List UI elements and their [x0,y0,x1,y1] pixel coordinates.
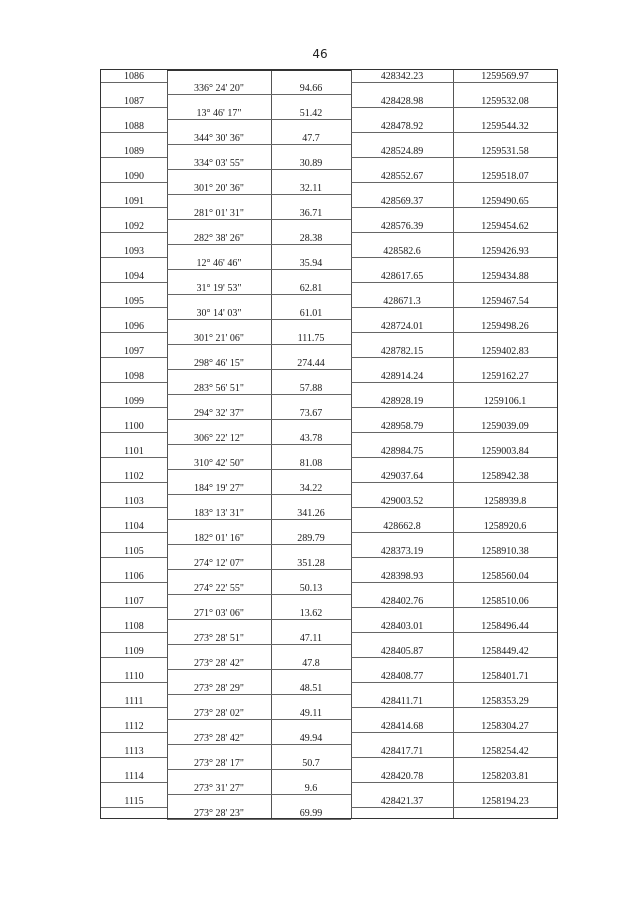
table-row [101,270,557,295]
distance-cell: 48.51 [299,683,323,694]
bearing-cell: 301° 21' 06" [194,333,244,344]
northing-cell: 1259498.26 [481,321,529,332]
bearing-cell: 273° 28' 23" [194,808,244,819]
cell-underline [101,732,167,733]
distance-cell: 47.7 [302,133,320,144]
distance-cell: 28.38 [299,233,323,244]
easting-cell: 428582.6 [383,246,421,257]
cell-underline [351,207,557,208]
point-number-cell: 1102 [124,471,144,482]
cell-underline [101,507,167,508]
point-number-cell: 1100 [124,421,144,432]
point-number-cell: 1090 [124,171,144,182]
distance-cell: 111.75 [297,333,325,344]
bearing-cell: 336° 24' 20" [194,83,244,94]
bearing-cell: 283° 56' 51" [194,383,244,394]
easting-cell: 428417.71 [380,746,424,757]
bearing-cell: 13° 46' 17" [196,108,242,119]
northing-cell: 1259454.62 [481,221,529,232]
northing-cell: 1258353.29 [481,696,529,707]
northing-cell: 1258203.81 [481,771,529,782]
point-number-cell: 1105 [124,546,144,557]
distance-cell: 81.08 [299,458,323,469]
bearing-cell: 271° 03' 06" [194,608,244,619]
northing-cell: 1259434.88 [481,271,529,282]
distance-cell: 61.01 [299,308,323,319]
cell-underline [351,182,557,183]
northing-cell: 1258194.23 [481,796,529,807]
point-number-cell: 1095 [124,296,144,307]
point-number-cell: 1107 [124,596,144,607]
easting-cell: 428552.67 [380,171,424,182]
northing-cell: 1259467.54 [481,296,529,307]
cell-underline [101,157,167,158]
table-row [101,145,557,170]
distance-cell: 62.81 [299,283,323,294]
point-number-cell: 1112 [124,721,144,732]
point-number-cell: 1087 [124,96,144,107]
cell-underline [101,807,167,808]
bearing-cell: 183° 13' 31" [194,508,244,519]
point-number-cell: 1089 [124,146,144,157]
distance-cell: 50.7 [302,758,320,769]
cell-underline [351,132,557,133]
distance-cell: 351.28 [297,558,325,569]
easting-cell: 428478.92 [380,121,424,132]
easting-cell: 428420.78 [380,771,424,782]
easting-cell: 428524.89 [380,146,424,157]
cell-underline [101,632,167,633]
northing-cell: 1259402.83 [481,346,529,357]
bearing-cell: 273° 28' 02" [194,708,244,719]
cell-underline [101,257,167,258]
cell-underline [101,457,167,458]
distance-cell: 43.78 [299,433,323,444]
cell-underline [351,257,557,258]
northing-cell: 1259106.1 [483,396,527,407]
northing-cell: 1259162.27 [481,371,529,382]
bearing-cell: 273° 28' 17" [194,758,244,769]
northing-cell: 1258510.06 [481,596,529,607]
point-number-cell: 1115 [124,796,144,807]
point-number-cell: 1110 [124,671,144,682]
bearing-cell: 273° 28' 29" [194,683,244,694]
bearing-cell: 282° 38' 26" [194,233,244,244]
table-row [101,695,557,720]
cell-underline [101,82,167,83]
cell-underline [351,382,557,383]
northing-cell: 1259544.32 [481,121,529,132]
bearing-cell: 298° 46' 15" [194,358,244,369]
northing-cell: 1258254.42 [481,746,529,757]
easting-cell: 428403.01 [380,621,424,632]
distance-cell: 69.99 [299,808,323,819]
distance-cell: 49.94 [299,733,323,744]
bearing-cell: 184° 19' 27" [194,483,244,494]
cell-underline [351,807,557,808]
bearing-cell: 301° 20' 36" [194,183,244,194]
cell-underline [351,757,557,758]
easting-cell: 428421.37 [380,796,424,807]
northing-cell: 1259039.09 [481,421,529,432]
cell-underline [351,432,557,433]
easting-cell: 428342.23 [380,71,424,82]
cell-underline [101,132,167,133]
northing-cell: 1258560.04 [481,571,529,582]
cell-underline [101,407,167,408]
table-row [101,720,557,745]
cell-underline [101,207,167,208]
easting-cell: 428782.15 [380,346,424,357]
table-row [101,395,557,420]
cell-underline [101,557,167,558]
table-row [101,495,557,520]
northing-cell: 1259531.58 [481,146,529,157]
distance-cell: 341.26 [297,508,325,519]
point-number-cell: 1104 [124,521,144,532]
northing-cell: 1258939.8 [483,496,527,507]
point-number-cell: 1091 [124,196,144,207]
easting-cell: 428569.37 [380,196,424,207]
easting-cell: 428662.8 [383,521,421,532]
distance-cell: 47.11 [299,633,323,644]
cell-underline [101,757,167,758]
bearing-cell: 274° 12' 07" [194,558,244,569]
easting-cell: 428411.71 [380,696,424,707]
distance-cell: 32.11 [299,183,323,194]
bearing-cell: 12° 46' 46" [196,258,242,269]
cell-underline [101,232,167,233]
northing-cell: 1258401.71 [481,671,529,682]
bearing-cell: 334° 03' 55" [194,158,244,169]
bearing-cell: 344° 30' 36" [194,133,244,144]
point-number-cell: 1088 [124,121,144,132]
point-number-cell: 1086 [124,71,144,82]
distance-cell: 94.66 [299,83,323,94]
cell-underline [351,632,557,633]
table-row [101,620,557,645]
cell-underline [351,157,557,158]
northing-cell: 1259569.97 [481,71,529,82]
point-number-cell: 1108 [124,621,144,632]
cell-underline [101,282,167,283]
northing-cell: 1259490.65 [481,196,529,207]
northing-cell: 1259518.07 [481,171,529,182]
distance-cell: 274.44 [297,358,325,369]
distance-cell: 35.94 [299,258,323,269]
northing-cell: 1259003.84 [481,446,529,457]
table-row [101,670,557,695]
northing-cell: 1259532.08 [481,96,529,107]
easting-cell: 428414.68 [380,721,424,732]
northing-cell: 1258496.44 [481,621,529,632]
cell-underline [101,657,167,658]
bearing-cell: 273° 28' 51" [194,633,244,644]
table-row [101,520,557,545]
bearing-cell: 306° 22' 12" [194,433,244,444]
cell-underline [351,407,557,408]
cell-underline [351,607,557,608]
table-row [101,345,557,370]
survey-coordinates-table [100,69,558,819]
point-number-cell: 1099 [124,396,144,407]
table-row [101,595,557,620]
table-row [101,420,557,445]
point-number-cell: 1111 [124,696,144,707]
table-row [101,370,557,395]
cell-underline [351,732,557,733]
bearing-cell: 274° 22' 55" [194,583,244,594]
cell-underline [351,707,557,708]
table-row [101,70,557,95]
table-row [101,570,557,595]
distance-cell: 51.42 [299,108,323,119]
easting-cell: 428428.98 [380,96,424,107]
cell-underline [351,232,557,233]
bearing-cell: 273° 28' 42" [194,733,244,744]
distance-cell: 49.11 [299,708,323,719]
distance-cell: 73.67 [299,408,323,419]
point-number-cell: 1092 [124,221,144,232]
easting-cell: 428984.75 [380,446,424,457]
distance-cell: 57.88 [299,383,323,394]
point-number-cell: 1103 [124,496,144,507]
distance-cell: 289.79 [297,533,325,544]
bearing-cell: 294° 32' 37" [194,408,244,419]
table-row [101,320,557,345]
cell-underline [351,657,557,658]
distance-cell: 30.89 [299,158,323,169]
bearing-cell: 281° 01' 31" [194,208,244,219]
cell-underline [101,582,167,583]
easting-cell: 428402.76 [380,596,424,607]
easting-cell: 428724.01 [380,321,424,332]
bearing-cell: 310° 42' 50" [194,458,244,469]
table-row [101,470,557,495]
northing-cell: 1258449.42 [481,646,529,657]
bearing-cell: 31° 19' 53" [196,283,242,294]
point-number-cell: 1093 [124,246,144,257]
point-number-cell: 1097 [124,346,144,357]
point-number-cell: 1114 [124,771,144,782]
distance-cell: 13.62 [299,608,323,619]
cell-underline [101,532,167,533]
page-number: 46 [312,47,328,61]
cell-underline [101,707,167,708]
table-row [101,295,557,320]
cell-underline [101,332,167,333]
cell-underline [351,82,557,83]
cell-underline [101,382,167,383]
cell-underline [351,582,557,583]
easting-cell: 428576.39 [380,221,424,232]
easting-cell: 428405.87 [380,646,424,657]
cell-underline [101,682,167,683]
table-row [101,795,557,820]
table-row [101,645,557,670]
easting-cell: 428373.19 [380,546,424,557]
northing-cell: 1258910.38 [481,546,529,557]
cell-underline [101,482,167,483]
point-number-cell: 1113 [124,746,144,757]
easting-cell: 429037.64 [380,471,424,482]
cell-underline [351,457,557,458]
table-row [101,745,557,770]
bearing-cell: 273° 28' 42" [194,658,244,669]
point-number-cell: 1109 [124,646,144,657]
cell-underline [351,682,557,683]
northing-cell: 1259426.93 [481,246,529,257]
easting-cell: 428671.3 [383,296,421,307]
easting-cell: 428914.24 [380,371,424,382]
cell-underline [101,607,167,608]
table-row [101,195,557,220]
bearing-cell: 182° 01' 16" [194,533,244,544]
distance-cell: 47.8 [302,658,320,669]
cell-underline [351,557,557,558]
cell-underline [101,782,167,783]
cell-underline [101,307,167,308]
table-row [101,120,557,145]
bearing-cell: 30° 14' 03" [196,308,242,319]
cell-underline [351,307,557,308]
easting-cell: 428928.19 [380,396,424,407]
table-row [101,445,557,470]
cell-underline [101,432,167,433]
table-row [101,170,557,195]
table-row [101,95,557,120]
easting-cell: 428958.79 [380,421,424,432]
northing-cell: 1258920.6 [483,521,527,532]
northing-cell: 1258942.38 [481,471,529,482]
cell-underline [101,107,167,108]
table-row [101,245,557,270]
cell-underline [351,357,557,358]
easting-cell: 429003.52 [380,496,424,507]
easting-cell: 428408.77 [380,671,424,682]
point-number-cell: 1106 [124,571,144,582]
cell-underline [167,819,351,820]
cell-underline [351,282,557,283]
distance-cell: 9.6 [304,783,318,794]
northing-cell: 1258304.27 [481,721,529,732]
bearing-cell: 273° 31' 27" [194,783,244,794]
easting-cell: 428617.65 [380,271,424,282]
distance-cell: 34.22 [299,483,323,494]
point-number-cell: 1101 [124,446,144,457]
cell-underline [101,182,167,183]
cell-underline [351,532,557,533]
point-number-cell: 1096 [124,321,144,332]
point-number-cell: 1098 [124,371,144,382]
point-number-cell: 1094 [124,271,144,282]
easting-cell: 428398.93 [380,571,424,582]
table-row [101,545,557,570]
cell-underline [351,782,557,783]
table-row [101,770,557,795]
cell-underline [351,107,557,108]
cell-underline [351,482,557,483]
table-row [101,220,557,245]
cell-underline [101,357,167,358]
cell-underline [351,507,557,508]
distance-cell: 50.13 [299,583,323,594]
distance-cell: 36.71 [299,208,323,219]
cell-underline [351,332,557,333]
